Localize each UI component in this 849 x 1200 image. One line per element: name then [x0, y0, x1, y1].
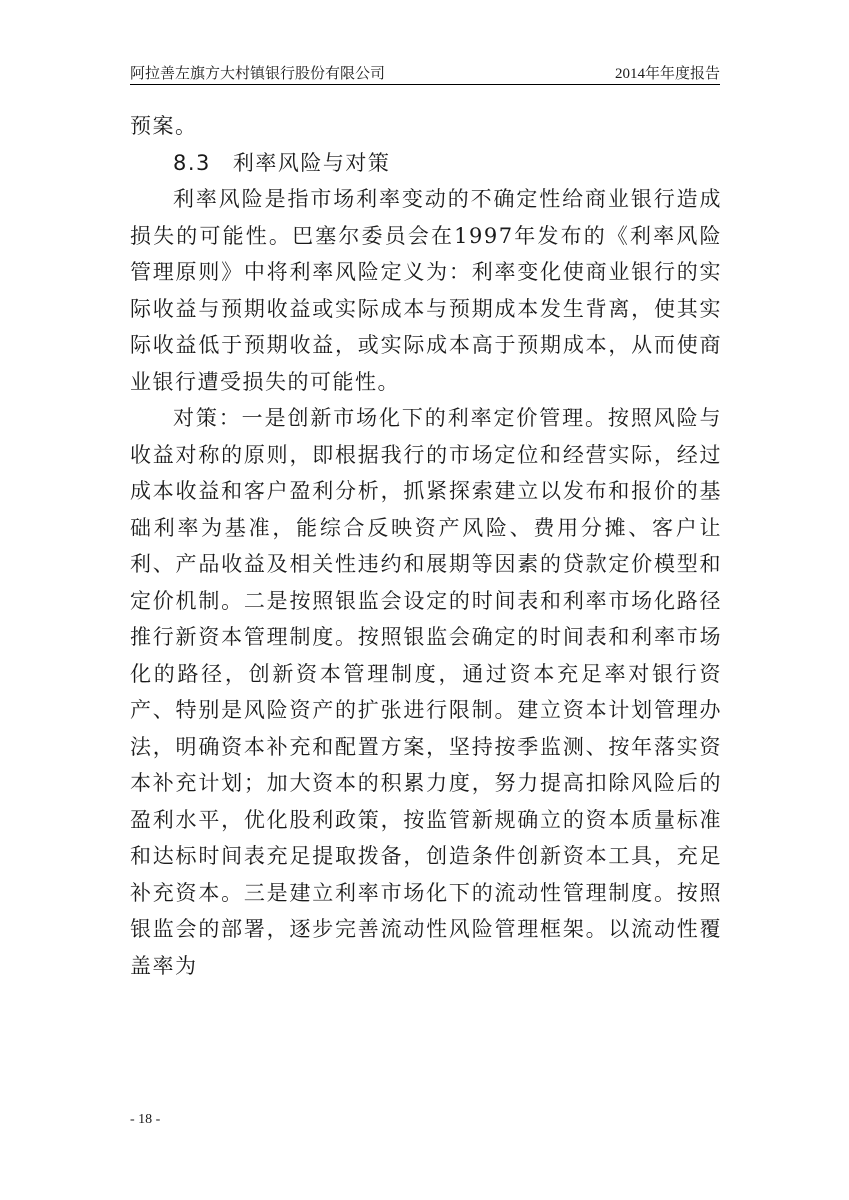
header-company-name: 阿拉善左旗方大村镇银行股份有限公司 — [130, 66, 386, 82]
paragraph-interest-rate-risk-definition: 利率风险是指市场利率变动的不确定性给商业银行造成损失的可能性。巴塞尔委员会在1997年发布的《利率风险管理原则》中将利率风险定义为：利率变化使商业银行的实际收益与预期收益或实际成本与预期成本发生背离，使其实际收益低于预期收益，或实际成本高于预期成本，从而使商业银行遭受损失的可能性。 — [130, 187, 722, 394]
document-body — [130, 108, 722, 984]
continuation-text: 预案。 — [130, 114, 198, 138]
section-title: 利率风险与对策 — [232, 150, 391, 175]
section-heading — [130, 145, 722, 182]
header-report-title: 2014年年度报告 — [614, 66, 720, 82]
page-number: - 18 - — [130, 1112, 161, 1127]
section-number: 8.3 — [173, 150, 211, 175]
paragraph-countermeasures: 对策：一是创新市场化下的利率定价管理。按照风险与收益对称的原则，即根据我行的市场定位和经营实际，经过成本收益和客户盈利分析，抓紧探索建立以发布和报价的基础利率为基准，能综合反映资产风险、费用分摊、客户让利、产品收益及相关性违约和展期等因素的贷款定价模型和定价机制。二是按照银监会设定的时间表和利率市场化路径推行新资本管理制度。按照银监会确定的时间表和利率市场化的路径，创新资本管理制度，通过资本充足率对银行资产、特别是风险资产的扩张进行限制。建立资本计划管理办法，明确资本补充和配置方案，坚持按季监测、按年落实资本补充计划；加大资本的积累力度，努力提高扣除风险后的盈利水平，优化股利政策，按监管新规确立的资本质量标准和达标时间表充足提取拨备，创造条件创新资本工具，充足补充资本。三是建立利率市场化下的流动性管理制度。按照银监会的部署，逐步完善流动性风险管理框架。以流动性覆盖率为 — [130, 406, 722, 978]
page-header — [130, 62, 720, 85]
